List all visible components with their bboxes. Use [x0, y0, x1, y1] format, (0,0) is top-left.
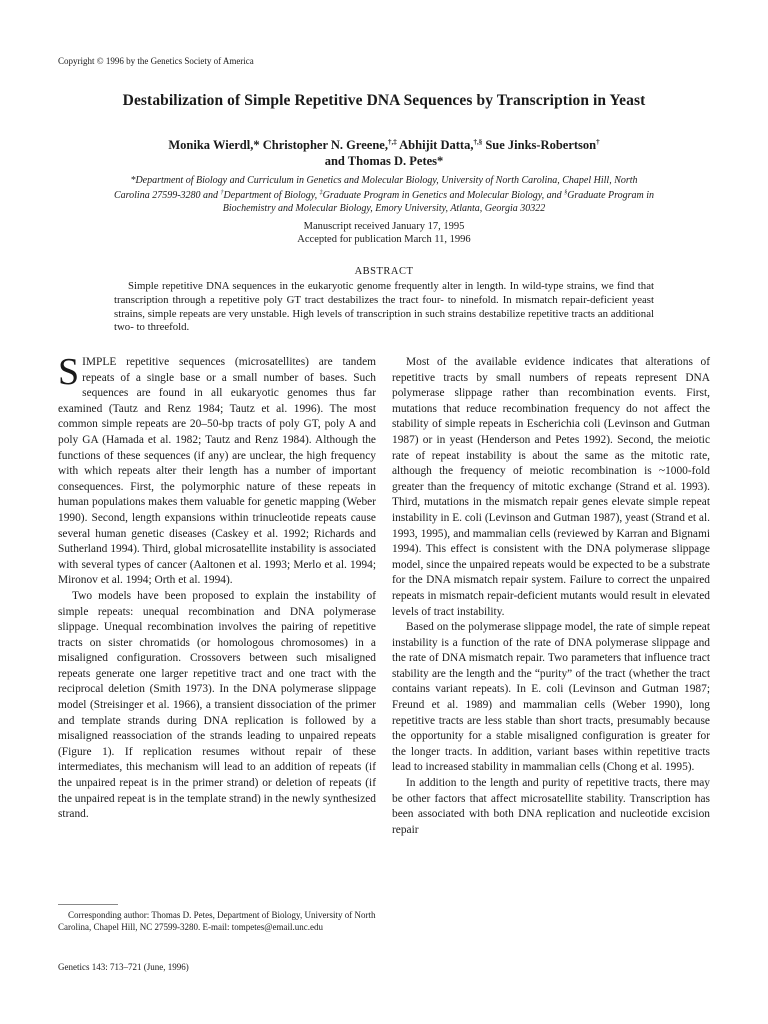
affiliation-line-1: *Department of Biology and Curriculum in Genetics and Molecular Biology, University of North Carolina, Chapel Hill, North [130, 175, 638, 186]
author-jinks-robertson-mark: † [596, 138, 600, 146]
accepted-date: Accepted for publication March 11, 1996 [297, 234, 471, 245]
author-line-2 [0, 153, 768, 169]
journal-citation: Genetics 143: 713–721 (June, 1996) [58, 962, 189, 972]
author-line-1 [0, 134, 768, 153]
author-greene: Christopher N. Greene, [262, 138, 388, 152]
abstract-text: Simple repetitive DNA sequences in the eukaryotic genome frequently alter in length. In wild-type strains, we find that transcription through a repetitive poly GT tract destabilizes the tract four- to ninefold. In mismatch repair-deficient yeast strains, simple repeats are very unstable. High levels of transcription in such strains destabilize repetitive tracts an additional two- to threefold. [114, 280, 654, 334]
left-column [58, 351, 376, 823]
right-column [392, 355, 710, 838]
intro-paragraph-5: In addition to the length and purity of repetitive tracts, there may be other factors that affect microsatellite stability. Transcription has been associated with both DNA replication and nucleotide excision repair [392, 777, 710, 836]
paper-title: Destabilization of Simple Repetitive DNA Sequences by Transcription in Yeast [122, 92, 646, 109]
author-wierdl: Monika Wierdl,* [168, 138, 260, 152]
author-greene-mark: †,‡ [387, 138, 397, 146]
copyright-notice: Copyright © 1996 by the Genetics Society of America [58, 56, 254, 66]
affiliation-mark-1: † [220, 190, 224, 196]
affiliations [60, 174, 708, 215]
affiliation-emory-bio: Department of Biology, [223, 190, 320, 201]
affiliation-graduate-program: Graduate Program in [567, 190, 655, 201]
manuscript-dates [0, 220, 768, 246]
intro-paragraph-2: Two models have been proposed to explain the instability of simple repeats: unequal recombination and DNA polymerase slippage. Unequal recombination involves the pairing of repetitive tracts on sister chromatids (or homologous chromosomes) in a misaligned configuration. Crossovers between such misaligned repeats generate one larger repetitive tract and one tract with the reciprocal deletion (Smith 1973). In the DNA polymerase slippage model (Streisinger et al. 1966), a transient dissociation of the primer and template strands during DNA replication is followed by a misaligned reassociation of the strands leading to unpaired repeats (Figure 1). If replication resumes without repair of these intermediates, this mechanism will lead to an addition of repeats (if the unpaired repeat is in the primer strand) or deletion of repeats (if the unpaired repeat is in the template strand) in the newly synthesized strand. [58, 589, 376, 821]
affiliation-unc: Carolina 27599-3280 and [113, 190, 221, 201]
author-list [0, 134, 768, 169]
footnote-rule [58, 904, 118, 905]
author-datta-mark: †,§ [473, 138, 483, 146]
abstract-heading: ABSTRACT [354, 266, 414, 277]
author-petes: and Thomas D. Petes* [324, 154, 444, 168]
affiliation-line-3: Biochemistry and Molecular Biology, Emory University, Atlanta, Georgia 30322 [222, 203, 546, 214]
intro-paragraph-4: Based on the polymerase slippage model, the rate of simple repeat instability is a function of the rate of DNA polymerase slippage and the rate of DNA mismatch repair. Two parameters that influence tract stability are the length and the “purity” of the tract (whether the tract contains variant repeats). In E. coli (Levinson and Gutman 1987; Freund et al. 1989) and mammalian cells (Weber 1990), long repetitive tracts are less stable than short tracts, presumably because the opportunity for a stable misaligned configuration is greater for the longer tracts. In addition, variant bases within repetitive tracts lead to increased stability in mammalian cells (Chong et al. 1995). [392, 621, 710, 774]
author-jinks-robertson: Sue Jinks-Robertson [485, 138, 597, 152]
affiliation-mark-2: ‡ [319, 190, 323, 196]
intro-paragraph-1 [58, 351, 376, 589]
author-datta: Abhijit Datta, [399, 138, 474, 152]
affiliation-line-2 [60, 187, 708, 202]
affiliation-mark-3: § [564, 190, 568, 196]
intro-paragraph-3: Most of the available evidence indicates that alterations of repetitive tracts by small numbers of repeats represent DNA polymerase slippage rather than recombination events. First, mutations that reduce recombination frequency do not affect the stability of simple repeats in Escherichia coli (Levinson and Gutman 1987) or in yeast (Henderson and Petes 1992). Second, the meiotic rate of repeat instability is about the same as the mitotic rate, although the frequency of meiotic recombination is ~1000-fold greater than the frequency of mitotic exchange (Strand et al. 1993). Third, mutations in the mismatch repair genes elevate simple repeat instability in E. coli (Levinson and Gutman 1987), yeast (Strand et al. 1993, 1995), and mammalian cells (reviewed by Karran and Bignami 1994). This effect is consistent with the DNA polymerase slippage model, since the unpaired repeats would be expected to be a substrate for the DNA mismatch repair system. Failure to correct the unpaired repeats in mismatch repair-deficient mutants would result in elevated levels of tract instability. [392, 356, 710, 618]
received-date: Manuscript received January 17, 1995 [303, 221, 465, 232]
affiliation-genetics-program: Graduate Program in Genetics and Molecular Biology, and [322, 190, 565, 201]
corresponding-author-footnote: Corresponding author: Thomas D. Petes, Department of Biology, University of North Carolina, Chapel Hill, NC 27599-3280. E-mail: tompetes@email.unc.edu [58, 910, 376, 932]
drop-cap: S [58, 351, 80, 393]
intro-paragraph-1-text: IMPLE repetitive sequences (microsatellites) are tandem repeats of a single base or a small number of bases. Such sequences are found in all eukaryotic genomes thus far examined (Tautz and Renz 1984; Tautz et al. 1996). The most common simple repeats are 20–50-bp tracts of poly GT, poly A and poly GA (Hamada et al. 1982; Tautz and Renz 1984). Although the functions of these sequences (if any) are unclear, the high frequency with which repeats alter their length has a number of important consequences. First, the polymorphic nature of these repeats in human populations makes them valuable for genetic mapping (Weber 1990). Second, length expansions within trinucleotide repeats cause several human genetic diseases (Caskey et al. 1992; Richards and Sutherland 1994). Third, global microsatellite instability is associated with several types of cancer (Aaltonen et al. 1993; Merlo et al. 1994; Mironov et al. 1994; Orth et al. 1994). [58, 356, 376, 587]
